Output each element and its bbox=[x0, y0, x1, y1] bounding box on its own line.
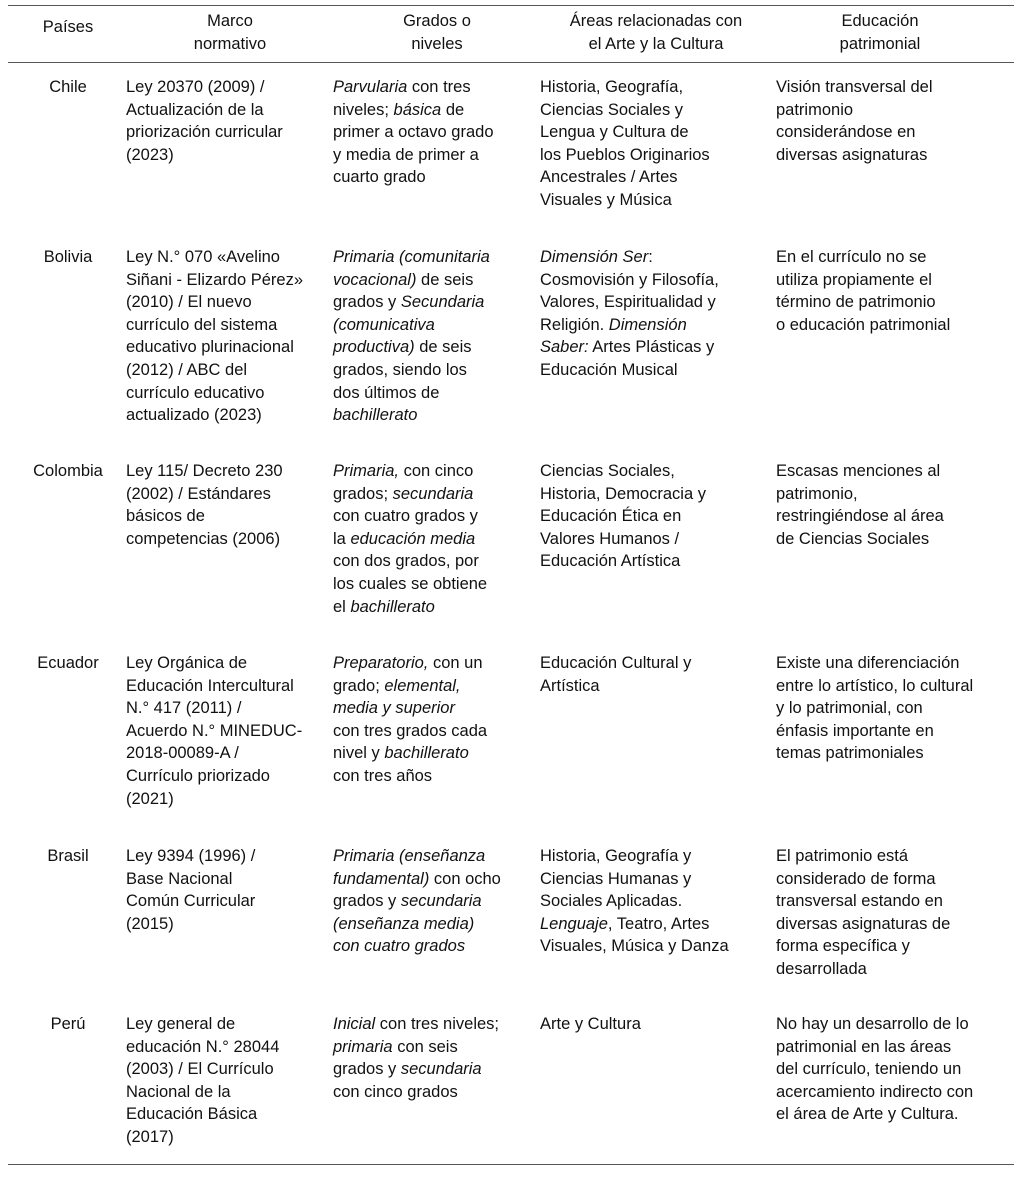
marco-normativo-cell-line: Ley general de bbox=[126, 1015, 236, 1033]
areas-arte-cultura-cell-text: Artística bbox=[540, 676, 600, 695]
grados-niveles-cell-text: con seis bbox=[392, 1037, 458, 1056]
grados-niveles-cell-line bbox=[333, 697, 487, 720]
educacion-patrimonial-cell bbox=[776, 652, 973, 765]
areas-arte-cultura-cell bbox=[540, 1013, 641, 1036]
educacion-patrimonial-cell-line: En el currículo no se bbox=[776, 248, 927, 266]
areas-arte-cultura-cell-line bbox=[540, 868, 729, 891]
marco-normativo-cell-line: currículo del sistema bbox=[126, 315, 278, 334]
marco-normativo-cell-line: actualizado (2023) bbox=[126, 406, 262, 425]
grados-niveles-cell-line bbox=[333, 1013, 499, 1036]
grados-niveles-cell-text: (comunicativa bbox=[333, 315, 435, 334]
grados-niveles-cell bbox=[333, 845, 501, 958]
marco-normativo-cell-line: (2012) / ABC del bbox=[126, 360, 248, 379]
areas-arte-cultura-cell-text: Ancestrales / Artes bbox=[540, 168, 678, 187]
grados-niveles-cell-text: de seis bbox=[414, 338, 472, 357]
grados-niveles-cell-text: el bbox=[333, 597, 351, 616]
educacion-patrimonial-cell-line: Visión transversal del bbox=[776, 78, 933, 96]
marco-normativo-cell-line: N.° 417 (2011) / bbox=[126, 699, 242, 718]
areas-arte-cultura-cell-line bbox=[540, 550, 706, 573]
grados-niveles-cell bbox=[333, 1013, 499, 1103]
educacion-patrimonial-cell bbox=[776, 246, 950, 336]
areas-arte-cultura-cell-line bbox=[540, 483, 706, 506]
educacion-patrimonial-cell-line: diversas asignaturas bbox=[776, 145, 928, 164]
marco-normativo-cell-line: priorización curricular bbox=[126, 123, 283, 142]
grados-niveles-cell-text: secundaria bbox=[400, 1060, 482, 1079]
areas-arte-cultura-cell bbox=[540, 845, 729, 958]
educacion-patrimonial-cell-line: y lo patrimonial, con bbox=[776, 699, 923, 718]
grados-niveles-cell-text: Inicial bbox=[333, 1015, 376, 1033]
grados-niveles-cell-line bbox=[333, 765, 487, 788]
header-grados-line2: niveles bbox=[411, 34, 463, 53]
grados-niveles-cell-text: dos últimos de bbox=[333, 383, 440, 402]
areas-arte-cultura-cell-text: Religión. bbox=[540, 315, 609, 334]
educacion-patrimonial-cell-line: o educación patrimonial bbox=[776, 315, 951, 334]
grados-niveles-cell-text: con ocho bbox=[429, 869, 501, 888]
marco-normativo-cell bbox=[126, 246, 303, 427]
areas-arte-cultura-cell-text: Arte y Cultura bbox=[540, 1015, 641, 1033]
areas-arte-cultura-cell-line bbox=[540, 144, 710, 167]
areas-arte-cultura-cell-line bbox=[540, 652, 691, 675]
educacion-patrimonial-cell-line: considerándose en bbox=[776, 123, 916, 142]
grados-niveles-cell-line bbox=[333, 913, 501, 936]
grados-niveles-cell-text: grados, siendo los bbox=[333, 360, 467, 379]
areas-arte-cultura-cell bbox=[540, 76, 710, 212]
header-areas-line2: el Arte y la Cultura bbox=[588, 34, 724, 53]
grados-niveles-cell-text: elemental, bbox=[384, 676, 461, 695]
grados-niveles-cell-line bbox=[333, 144, 494, 167]
marco-normativo-cell-line: competencias (2006) bbox=[126, 529, 281, 548]
areas-arte-cultura-cell-text: : bbox=[648, 248, 653, 266]
marco-normativo-cell-line: (2023) bbox=[126, 145, 174, 164]
marco-normativo-cell-line: (2015) bbox=[126, 914, 174, 933]
marco-normativo-cell-line: Nacional de la bbox=[126, 1082, 231, 1101]
educacion-patrimonial-cell-line: del currículo, teniendo un bbox=[776, 1060, 962, 1079]
marco-normativo-cell-line: currículo educativo bbox=[126, 383, 265, 402]
areas-arte-cultura-cell-text: Ciencias Sociales y bbox=[540, 100, 684, 119]
areas-arte-cultura-cell-line bbox=[540, 845, 729, 868]
areas-arte-cultura-cell-line bbox=[540, 269, 719, 292]
grados-niveles-cell-line bbox=[333, 460, 487, 483]
grados-niveles-cell bbox=[333, 246, 490, 427]
grados-niveles-cell-text: con tres años bbox=[333, 766, 433, 785]
bottom-rule bbox=[8, 1164, 1014, 1165]
educacion-patrimonial-cell-line: patrimonio, bbox=[776, 484, 858, 503]
areas-arte-cultura-cell-text: Visuales, Música y Danza bbox=[540, 937, 729, 956]
grados-niveles-cell-line bbox=[333, 935, 501, 958]
grados-niveles-cell-text: fundamental) bbox=[333, 869, 430, 888]
areas-arte-cultura-cell-line bbox=[540, 189, 710, 212]
grados-niveles-cell-text: grados; bbox=[333, 484, 393, 503]
areas-arte-cultura-cell-text: Dimensión bbox=[608, 315, 687, 334]
grados-niveles-cell-text: nivel y bbox=[333, 744, 385, 763]
grados-niveles-cell-line bbox=[333, 269, 490, 292]
grados-niveles-cell-text: primaria bbox=[333, 1037, 393, 1056]
marco-normativo-cell bbox=[126, 845, 255, 935]
header-grados bbox=[357, 10, 517, 55]
educacion-patrimonial-cell-line: acercamiento indirecto con bbox=[776, 1082, 974, 1101]
marco-normativo-cell-line: Currículo priorizado bbox=[126, 766, 270, 785]
grados-niveles-cell-text: con cinco bbox=[399, 462, 474, 480]
grados-niveles-cell-text: grados y bbox=[333, 892, 401, 911]
educacion-patrimonial-cell bbox=[776, 76, 933, 166]
grados-niveles-cell-line bbox=[333, 359, 490, 382]
grados-niveles-cell-line bbox=[333, 121, 494, 144]
areas-arte-cultura-cell-text: Sociales Aplicadas. bbox=[540, 892, 683, 911]
marco-normativo-cell-line: (2021) bbox=[126, 789, 174, 808]
educacion-patrimonial-cell-line: forma específica y bbox=[776, 937, 910, 956]
educacion-patrimonial-cell-line: patrimonio bbox=[776, 100, 854, 119]
areas-arte-cultura-cell-text: Artes Plásticas y bbox=[588, 338, 715, 357]
educacion-patrimonial-cell-line: transversal estando en bbox=[776, 892, 943, 911]
educacion-patrimonial-cell-line: Existe una diferenciación bbox=[776, 654, 960, 672]
grados-niveles-cell-line bbox=[333, 382, 490, 405]
header-educacion bbox=[800, 10, 960, 55]
marco-normativo-cell-line: Base Nacional bbox=[126, 869, 233, 888]
grados-niveles-cell-text: de bbox=[441, 100, 465, 119]
grados-niveles-cell-text: con cuatro grados y bbox=[333, 507, 478, 526]
header-marco-line2: normativo bbox=[193, 34, 267, 53]
marco-normativo-cell-line: (2002) / Estándares bbox=[126, 484, 271, 503]
marco-normativo-cell bbox=[126, 652, 302, 810]
header-educacion-line2: patrimonial bbox=[839, 34, 921, 53]
grados-niveles-cell-text: cuarto grado bbox=[333, 168, 426, 187]
educacion-patrimonial-cell-line: el área de Arte y Cultura. bbox=[776, 1105, 959, 1124]
educacion-patrimonial-cell-line: utiliza propiamente el bbox=[776, 270, 932, 289]
areas-arte-cultura-cell-text: Educación Cultural y bbox=[540, 654, 692, 672]
areas-arte-cultura-cell-text: Historia, Geografía y bbox=[540, 847, 692, 865]
grados-niveles-cell-text: los cuales se obtiene bbox=[333, 574, 488, 593]
marco-normativo-cell-line: Siñani - Elizardo Pérez» bbox=[126, 270, 304, 289]
marco-normativo-cell-line: Ley 115/ Decreto 230 bbox=[126, 462, 283, 480]
areas-arte-cultura-cell-line bbox=[540, 460, 706, 483]
educacion-patrimonial-cell-line: diversas asignaturas de bbox=[776, 914, 951, 933]
areas-arte-cultura-cell-text: Visuales y Música bbox=[540, 190, 672, 209]
areas-arte-cultura-cell-line bbox=[540, 336, 719, 359]
educacion-patrimonial-cell-line: de Ciencias Sociales bbox=[776, 529, 930, 548]
header-marco-line1: Marco bbox=[207, 12, 253, 30]
marco-normativo-cell-line: (2003) / El Currículo bbox=[126, 1060, 274, 1079]
areas-arte-cultura-cell-text: Cosmovisión y Filosofía, bbox=[540, 270, 719, 289]
educacion-patrimonial-cell-line: desarrollada bbox=[776, 959, 867, 978]
grados-niveles-cell-line bbox=[333, 483, 487, 506]
areas-arte-cultura-cell-text: Lengua y Cultura de bbox=[540, 123, 689, 142]
grados-niveles-cell-text: Primaria (comunitaria bbox=[333, 248, 490, 266]
country-name: Chile bbox=[49, 78, 87, 96]
grados-niveles-cell-line bbox=[333, 291, 490, 314]
marco-normativo-cell-line: Ley Orgánica de bbox=[126, 654, 248, 672]
grados-niveles-cell-text: básica bbox=[393, 100, 442, 119]
grados-niveles-cell bbox=[333, 652, 487, 788]
header-grados-line1: Grados o bbox=[403, 12, 471, 30]
grados-niveles-cell-line bbox=[333, 890, 501, 913]
grados-niveles-cell-text: educación media bbox=[350, 529, 476, 548]
marco-normativo-cell-line: Acuerdo N.° MINEDUC- bbox=[126, 721, 303, 740]
areas-arte-cultura-cell-line bbox=[540, 99, 710, 122]
educacion-patrimonial-cell bbox=[776, 845, 950, 981]
marco-normativo-cell-line: Educación Básica bbox=[126, 1105, 258, 1124]
country-name: Colombia bbox=[33, 462, 103, 480]
grados-niveles-cell-text: Primaria, bbox=[333, 462, 400, 480]
grados-niveles-cell-line bbox=[333, 596, 487, 619]
marco-normativo-cell-line: Actualización de la bbox=[126, 100, 264, 119]
grados-niveles-cell-line bbox=[333, 404, 490, 427]
marco-normativo-cell bbox=[126, 76, 283, 166]
grados-niveles-cell-text: grados y bbox=[333, 293, 401, 312]
grados-niveles-cell-text: con tres bbox=[407, 78, 471, 96]
areas-arte-cultura-cell-line bbox=[540, 166, 710, 189]
grados-niveles-cell-text: bachillerato bbox=[333, 406, 418, 425]
areas-arte-cultura-cell-text: Historia, Democracia y bbox=[540, 484, 706, 503]
grados-niveles-cell-text: y media de primer a bbox=[333, 145, 479, 164]
header-paises-text: Países bbox=[42, 18, 94, 36]
country-name: Perú bbox=[50, 1015, 86, 1033]
grados-niveles-cell-line bbox=[333, 742, 487, 765]
areas-arte-cultura-cell-text: , Teatro, Artes bbox=[607, 914, 710, 933]
grados-niveles-cell-line bbox=[333, 845, 501, 868]
grados-niveles-cell-line bbox=[333, 675, 487, 698]
areas-arte-cultura-cell-line bbox=[540, 121, 710, 144]
educacion-patrimonial-cell-line: El patrimonio está bbox=[776, 847, 909, 865]
grados-niveles-cell-text: Secundaria bbox=[400, 293, 485, 312]
grados-niveles-cell-line bbox=[333, 720, 487, 743]
marco-normativo-cell-line: Ley N.° 070 «Avelino bbox=[126, 248, 280, 266]
grados-niveles-cell-line bbox=[333, 1036, 499, 1059]
marco-normativo-cell-line: (2010) / El nuevo bbox=[126, 293, 252, 312]
grados-niveles-cell-line bbox=[333, 868, 501, 891]
country-name: Brasil bbox=[47, 847, 89, 865]
educacion-patrimonial-cell-line: término de patrimonio bbox=[776, 293, 936, 312]
grados-niveles-cell-text: Primaria (enseñanza bbox=[333, 847, 486, 865]
areas-arte-cultura-cell-line bbox=[540, 890, 729, 913]
educacion-patrimonial-cell-line: Escasas menciones al bbox=[776, 462, 941, 480]
areas-arte-cultura-cell-line bbox=[540, 1013, 641, 1036]
header-rule bbox=[8, 62, 1014, 63]
marco-normativo-cell-line: básicos de bbox=[126, 507, 205, 526]
header-educacion-line1: Educación bbox=[841, 12, 919, 30]
grados-niveles-cell-text: productiva) bbox=[333, 338, 415, 357]
marco-normativo-cell-line: educación N.° 28044 bbox=[126, 1037, 280, 1056]
grados-niveles-cell-text: con cuatro grados bbox=[333, 937, 466, 956]
areas-arte-cultura-cell-line bbox=[540, 505, 706, 528]
areas-arte-cultura-cell-text: Valores Humanos / bbox=[540, 529, 680, 548]
educacion-patrimonial-cell bbox=[776, 1013, 973, 1126]
areas-arte-cultura-cell-line bbox=[540, 359, 719, 382]
marco-normativo-cell-line: Común Curricular bbox=[126, 892, 256, 911]
grados-niveles-cell-text: bachillerato bbox=[350, 597, 435, 616]
areas-arte-cultura-cell-text: Educación Ética en bbox=[540, 507, 682, 526]
grados-niveles-cell-text: (enseñanza media) bbox=[333, 914, 475, 933]
grados-niveles-cell-text: primer a octavo grado bbox=[333, 123, 494, 142]
educacion-patrimonial-cell-line: énfasis importante en bbox=[776, 721, 934, 740]
educacion-patrimonial-cell-line: No hay un desarrollo de lo bbox=[776, 1015, 969, 1033]
grados-niveles-cell-text: la bbox=[333, 529, 351, 548]
educacion-patrimonial-cell bbox=[776, 460, 944, 550]
marco-normativo-cell bbox=[126, 460, 283, 550]
grados-niveles-cell-line bbox=[333, 314, 490, 337]
grados-niveles-cell-text: media y superior bbox=[333, 699, 455, 718]
grados-niveles-cell-line bbox=[333, 550, 487, 573]
areas-arte-cultura-cell-text: Historia, Geografía, bbox=[540, 78, 684, 96]
marco-normativo-cell bbox=[126, 1013, 279, 1149]
grados-niveles-cell-line bbox=[333, 166, 494, 189]
grados-niveles-cell-line bbox=[333, 505, 487, 528]
grados-niveles-cell-text: bachillerato bbox=[384, 744, 469, 763]
areas-arte-cultura-cell-line bbox=[540, 314, 719, 337]
marco-normativo-cell-line: 2018-00089-A / bbox=[126, 744, 239, 763]
educacion-patrimonial-cell-line: restringiéndose al área bbox=[776, 507, 944, 526]
marco-normativo-cell-line: Ley 20370 (2009) / bbox=[126, 78, 265, 96]
areas-arte-cultura-cell-text: Dimensión Ser bbox=[540, 248, 649, 266]
areas-arte-cultura-cell-line bbox=[540, 76, 710, 99]
grados-niveles-cell-text: niveles; bbox=[333, 100, 394, 119]
areas-arte-cultura-cell-line bbox=[540, 291, 719, 314]
marco-normativo-cell-line: Educación Intercultural bbox=[126, 676, 294, 695]
marco-normativo-cell-line: educativo plurinacional bbox=[126, 338, 294, 357]
areas-arte-cultura-cell bbox=[540, 652, 691, 697]
header-marco bbox=[150, 10, 310, 55]
grados-niveles-cell-line bbox=[333, 573, 487, 596]
marco-normativo-cell-line: Ley 9394 (1996) / bbox=[126, 847, 256, 865]
areas-arte-cultura-cell-text: Ciencias Sociales, bbox=[540, 462, 675, 480]
areas-arte-cultura-cell-line bbox=[540, 528, 706, 551]
grados-niveles-cell-text: grado; bbox=[333, 676, 385, 695]
marco-normativo-cell-line: (2017) bbox=[126, 1127, 174, 1146]
areas-arte-cultura-cell-text: Educación Artística bbox=[540, 552, 681, 571]
grados-niveles-cell-line bbox=[333, 336, 490, 359]
areas-arte-cultura-cell-line bbox=[540, 913, 729, 936]
grados-niveles-cell-line bbox=[333, 99, 494, 122]
grados-niveles-cell-text: con un bbox=[428, 654, 483, 672]
grados-niveles-cell-text: de seis bbox=[416, 270, 474, 289]
educacion-patrimonial-cell-line: entre lo artístico, lo cultural bbox=[776, 676, 974, 695]
country-name: Ecuador bbox=[37, 654, 99, 672]
grados-niveles-cell-text: secundaria bbox=[400, 892, 482, 911]
grados-niveles-cell-line bbox=[333, 652, 487, 675]
grados-niveles-cell bbox=[333, 76, 494, 189]
grados-niveles-cell-text: vocacional) bbox=[333, 270, 417, 289]
areas-arte-cultura-cell-text: Valores, Espiritualidad y bbox=[540, 293, 716, 312]
areas-arte-cultura-cell-text: Lenguaje bbox=[540, 914, 608, 933]
areas-arte-cultura-cell-line bbox=[540, 246, 719, 269]
areas-arte-cultura-cell-text: Ciencias Humanas y bbox=[540, 869, 692, 888]
grados-niveles-cell-line bbox=[333, 528, 487, 551]
areas-arte-cultura-cell bbox=[540, 246, 719, 382]
grados-niveles-cell-text: con cinco grados bbox=[333, 1082, 458, 1101]
grados-niveles-cell-line bbox=[333, 1058, 499, 1081]
areas-arte-cultura-cell-line bbox=[540, 675, 691, 698]
header-areas bbox=[545, 10, 767, 55]
grados-niveles-cell-line bbox=[333, 246, 490, 269]
top-rule bbox=[8, 5, 1014, 6]
grados-niveles-cell-line bbox=[333, 1081, 499, 1104]
country-name: Bolivia bbox=[43, 248, 93, 266]
grados-niveles-cell bbox=[333, 460, 487, 618]
educacion-patrimonial-cell-line: considerado de forma bbox=[776, 869, 936, 888]
educacion-patrimonial-cell-line: temas patrimoniales bbox=[776, 744, 924, 763]
grados-niveles-cell-line bbox=[333, 76, 494, 99]
grados-niveles-cell-text: con dos grados, por bbox=[333, 552, 479, 571]
areas-arte-cultura-cell bbox=[540, 460, 706, 573]
areas-arte-cultura-cell-line bbox=[540, 935, 729, 958]
header-areas-line1: Áreas relacionadas con bbox=[569, 12, 743, 30]
educacion-patrimonial-cell-line: patrimonial en las áreas bbox=[776, 1037, 952, 1056]
header-paises bbox=[12, 16, 124, 39]
grados-niveles-cell-text: secundaria bbox=[392, 484, 474, 503]
areas-arte-cultura-cell-text: los Pueblos Originarios bbox=[540, 145, 710, 164]
grados-niveles-cell-text: Parvularia bbox=[333, 78, 408, 96]
grados-niveles-cell-text: Preparatorio, bbox=[333, 654, 429, 672]
grados-niveles-cell-text: con tres niveles; bbox=[375, 1015, 499, 1033]
grados-niveles-cell-text: con tres grados cada bbox=[333, 721, 488, 740]
areas-arte-cultura-cell-text: Saber: bbox=[540, 338, 589, 357]
grados-niveles-cell-text: grados y bbox=[333, 1060, 401, 1079]
areas-arte-cultura-cell-text: Educación Musical bbox=[540, 360, 678, 379]
